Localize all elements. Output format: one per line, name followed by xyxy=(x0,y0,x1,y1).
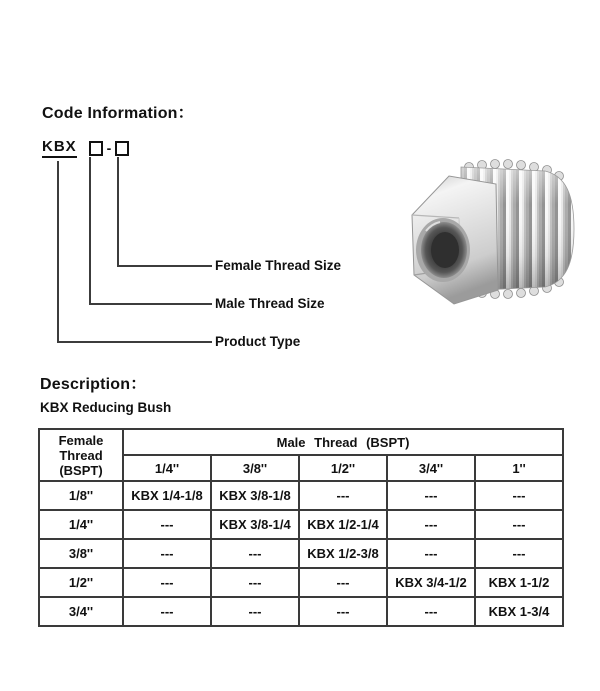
connector-line-male-vertical xyxy=(89,157,91,305)
code-cell: --- xyxy=(475,481,563,510)
code-cell: KBX 3/8-1/8 xyxy=(211,481,299,510)
code-information-heading: Code Information： xyxy=(42,105,194,122)
code-cell: --- xyxy=(211,568,299,597)
table-row xyxy=(39,481,563,510)
code-cell: --- xyxy=(123,568,211,597)
male-col-header: 1'' xyxy=(475,455,563,481)
female-size-header: 3/4'' xyxy=(39,597,123,626)
female-size-header: 1/4'' xyxy=(39,510,123,539)
corner-header: Female Thread (BSPT) xyxy=(39,429,123,481)
size-table xyxy=(38,428,564,627)
code-cell: --- xyxy=(475,510,563,539)
code-cell: KBX 1/2-1/4 xyxy=(299,510,387,539)
code-cell: --- xyxy=(299,481,387,510)
female-thread-size-label: Female Thread Size xyxy=(215,258,342,273)
description-heading: Description： xyxy=(40,376,147,393)
code-cell: KBX 1/2-3/8 xyxy=(299,539,387,568)
male-col-header: 1/2'' xyxy=(299,455,387,481)
code-cell: --- xyxy=(123,597,211,626)
code-cell: --- xyxy=(211,539,299,568)
product-type-label: Product Type xyxy=(215,334,301,349)
code-cell: --- xyxy=(299,568,387,597)
code-cell: --- xyxy=(211,597,299,626)
code-prefix-kbx: KBX xyxy=(42,139,77,158)
product-name: KBX Reducing Bush xyxy=(40,400,172,415)
code-dash: - xyxy=(106,139,112,156)
male-size-box xyxy=(89,141,103,156)
male-col-header: 3/8'' xyxy=(211,455,299,481)
code-cell: KBX 1/4-1/8 xyxy=(123,481,211,510)
code-cell: --- xyxy=(387,539,475,568)
table-row xyxy=(39,597,563,626)
code-cell: KBX 3/4-1/2 xyxy=(387,568,475,597)
code-format-row xyxy=(42,138,129,158)
female-size-box xyxy=(115,141,129,156)
male-col-header: 1/4'' xyxy=(123,455,211,481)
table-row xyxy=(39,539,563,568)
code-cell: KBX 1-1/2 xyxy=(475,568,563,597)
code-cell: --- xyxy=(387,597,475,626)
male-thread-group-header: Male Thread (BSPT) xyxy=(123,429,563,455)
table-row xyxy=(39,510,563,539)
code-cell: --- xyxy=(475,539,563,568)
table-row xyxy=(39,568,563,597)
code-cell: --- xyxy=(387,481,475,510)
code-cell: --- xyxy=(123,539,211,568)
reducing-bush-photo xyxy=(399,147,581,315)
female-size-header: 3/8'' xyxy=(39,539,123,568)
female-size-header: 1/2'' xyxy=(39,568,123,597)
male-thread-size-label: Male Thread Size xyxy=(215,296,325,311)
connector-line-male-horizontal xyxy=(89,303,212,305)
connector-line-product-horizontal xyxy=(57,341,212,343)
male-col-header: 3/4'' xyxy=(387,455,475,481)
code-cell: --- xyxy=(387,510,475,539)
code-cell: KBX 3/8-1/4 xyxy=(211,510,299,539)
code-cell: --- xyxy=(123,510,211,539)
connector-line-female-horizontal xyxy=(117,265,212,267)
connector-line-female-vertical xyxy=(117,157,119,267)
code-cell: --- xyxy=(299,597,387,626)
code-cell: KBX 1-3/4 xyxy=(475,597,563,626)
connector-line-product-vertical xyxy=(57,161,59,343)
female-size-header: 1/8'' xyxy=(39,481,123,510)
